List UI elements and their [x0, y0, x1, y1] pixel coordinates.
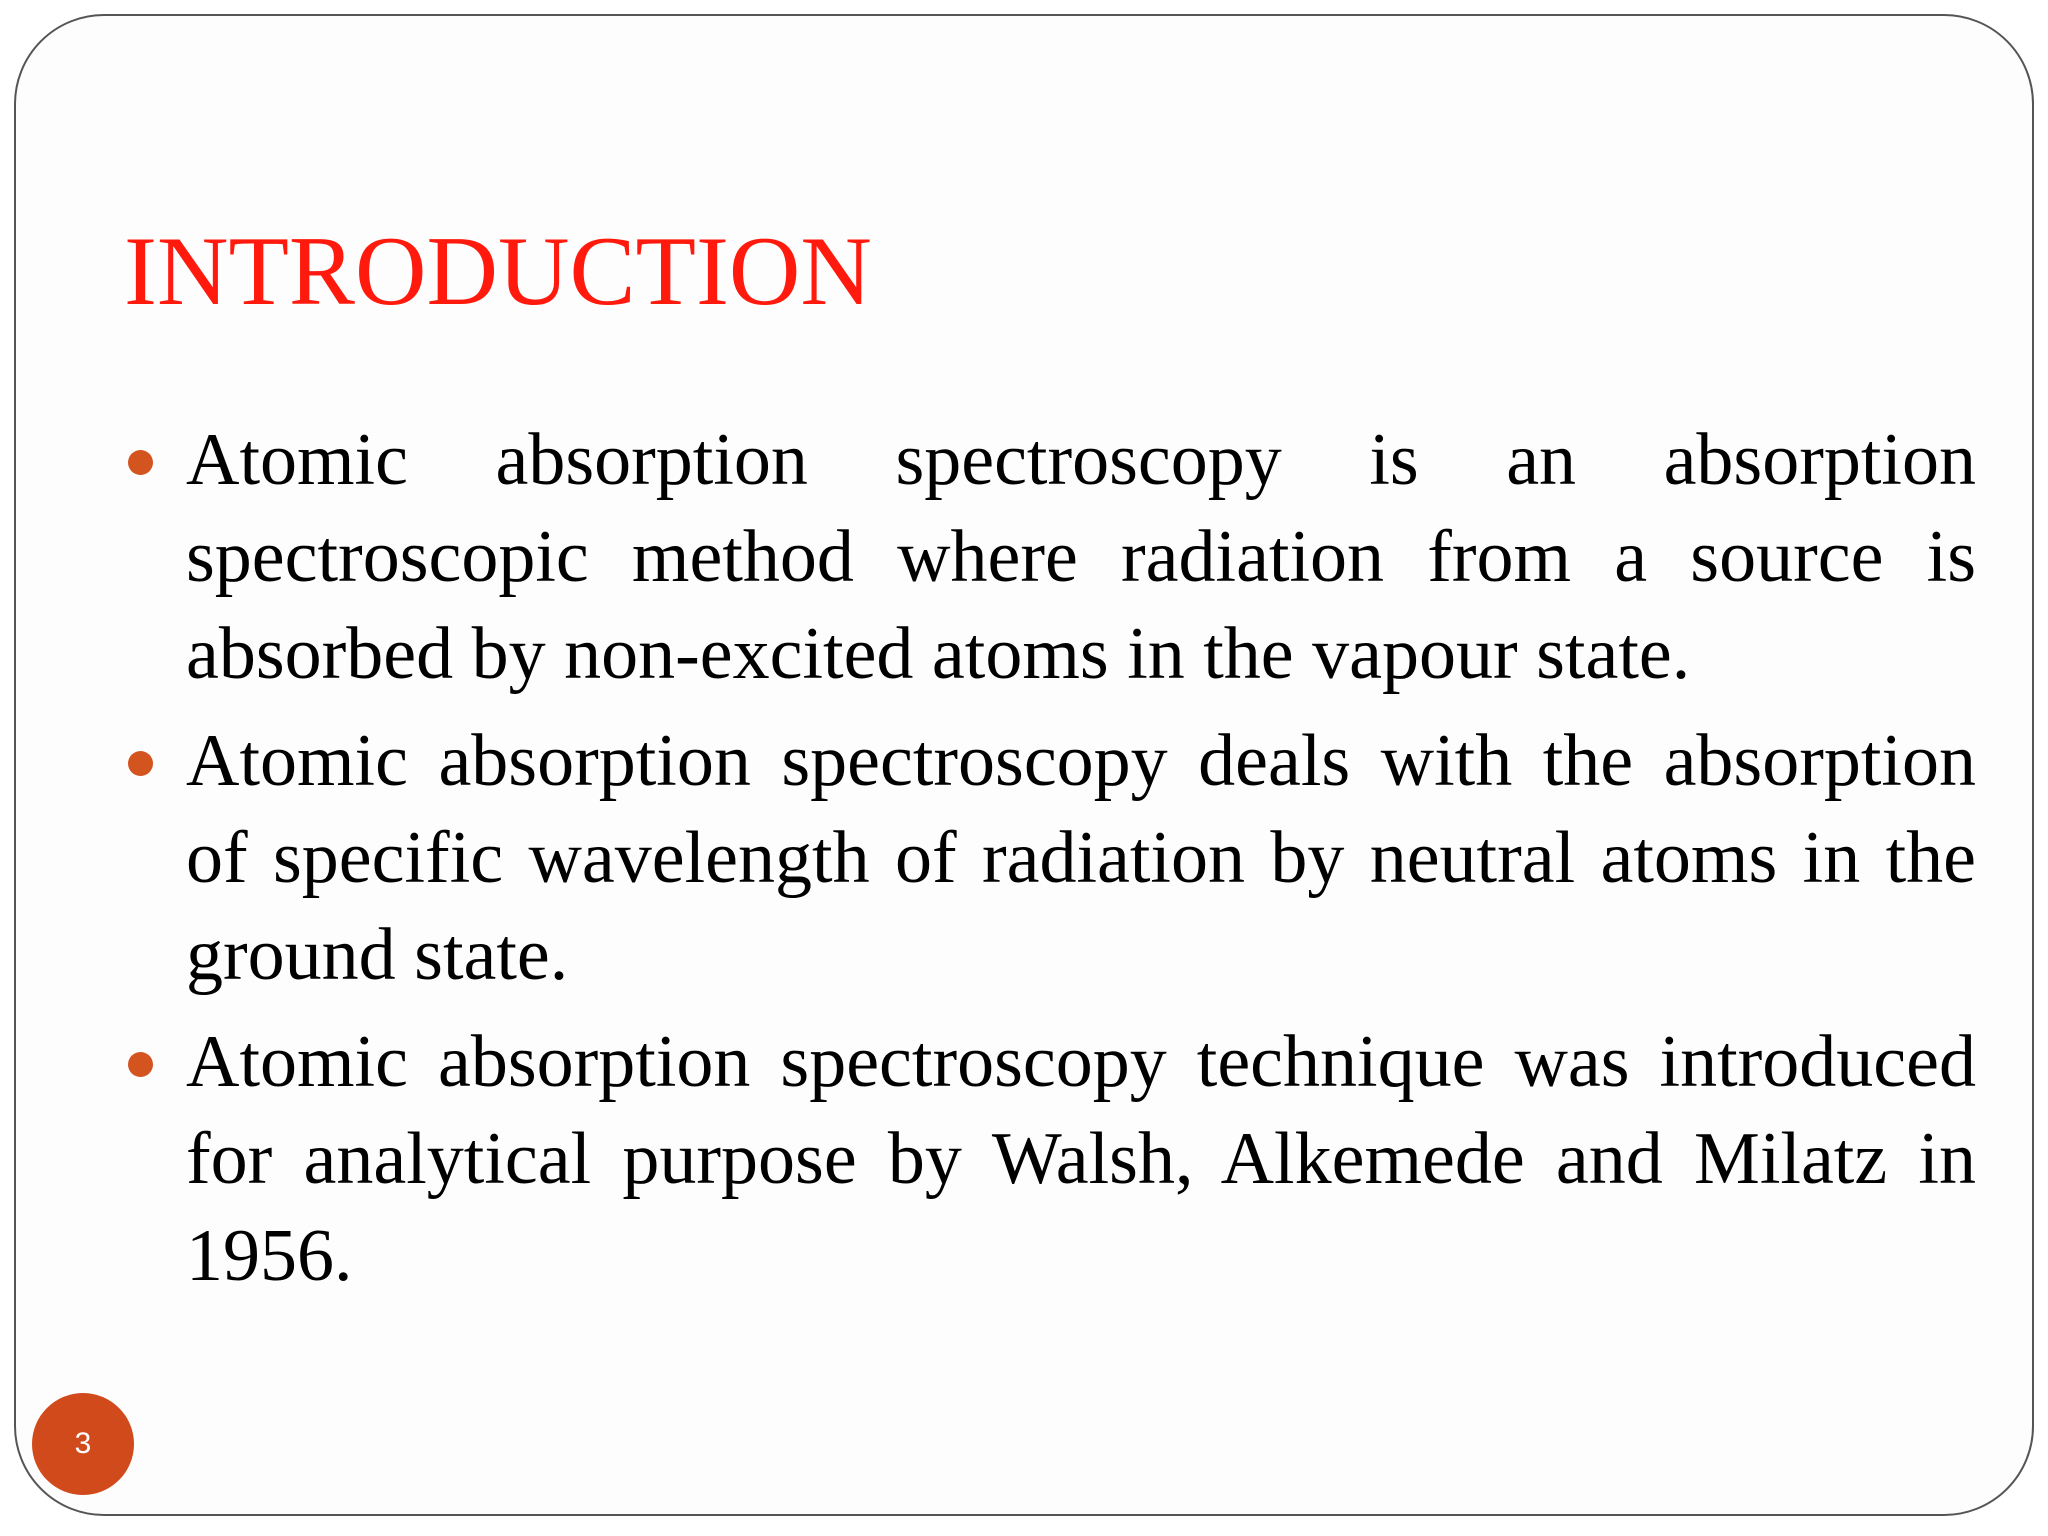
bullet-text: Atomic absorption spectroscopy is an absorption spectroscopic method where radiation from a source is absorbed by non-excited atoms in the vapour state. [186, 419, 1976, 695]
bullet-list [186, 412, 1976, 1315]
bullet-item [186, 713, 1976, 1004]
bullet-dot-icon [128, 1052, 153, 1077]
slide-title: INTRODUCTION [124, 217, 872, 326]
bullet-dot-icon [128, 751, 153, 776]
slide-number-badge: 3 [32, 1393, 134, 1495]
bullet-item [186, 412, 1976, 703]
bullet-text: Atomic absorption spectroscopy technique was introduced for analytical purpose by Walsh, Alkemede and Milatz in 1956. [186, 1021, 1976, 1297]
bullet-item [186, 1014, 1976, 1305]
bullet-text: Atomic absorption spectroscopy deals with the absorption of specific wavelength of radiation by neutral atoms in the ground state. [186, 720, 1976, 996]
bullet-dot-icon [128, 450, 153, 475]
